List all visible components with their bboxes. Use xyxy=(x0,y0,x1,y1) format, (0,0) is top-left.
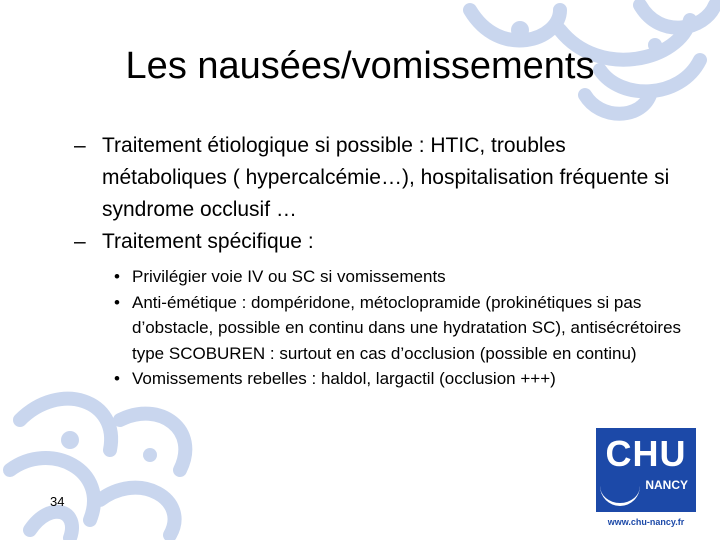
list-item-text: Traitement spécifique : xyxy=(102,230,314,253)
list-item-text: Traitement étiologique si possible : HTIC, troubles métaboliques ( hypercalcémie…), hospitalisation fréquente si syndrome occlusif … xyxy=(102,134,670,221)
sub-list-item-text: Anti-émétique : dompéridone, métoclopramide (prokinétiques si pas d’obstacle, possible en continu dans une hydratation SC), antisécrétoires type SCOBUREN : surtout en cas d’occlusion (possible en continu) xyxy=(132,292,682,363)
dash-marker: – xyxy=(74,134,86,157)
page-number: 34 xyxy=(50,494,65,509)
logo-sub-text: NANCY xyxy=(645,478,688,492)
sub-list xyxy=(74,264,684,392)
logo-main-text: CHU xyxy=(605,433,687,474)
slide-title: Les nausées/vomissements xyxy=(125,45,595,87)
bullet-marker: • xyxy=(114,292,120,312)
list-item xyxy=(74,226,684,258)
sub-list-item xyxy=(74,264,684,290)
logo-url: www.chu-nancy.fr xyxy=(607,517,685,527)
sub-list-item-text: Vomissements rebelles : haldol, largactil (occlusion +++) xyxy=(132,369,556,388)
logo-box xyxy=(596,428,696,512)
dash-marker: – xyxy=(74,230,86,253)
chu-nancy-logo xyxy=(596,428,696,532)
sub-list-item xyxy=(74,290,684,367)
slide-content xyxy=(74,130,684,392)
bullet-marker: • xyxy=(114,369,120,388)
list-item xyxy=(74,130,684,226)
sub-list-item-text: Privilégier voie IV ou SC si vomissements xyxy=(132,267,446,286)
sub-list-item xyxy=(74,366,684,392)
bullet-marker: • xyxy=(114,267,120,286)
